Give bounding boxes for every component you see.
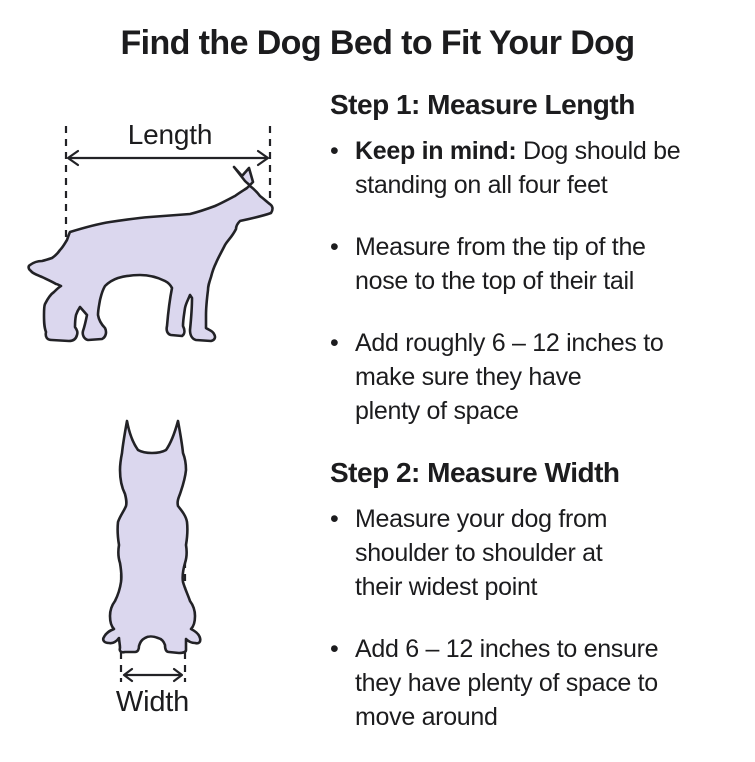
bullet-glyph: • [330, 635, 339, 663]
bullet-glyph: • [330, 137, 339, 165]
bullet-text: Add roughly 6 – 12 inches to make sure they have plenty of space [355, 329, 664, 425]
step-heading-1: Step 1: Measure Length [330, 89, 635, 120]
page-title: Find the Dog Bed to Fit Your Dog [120, 24, 635, 62]
bullet-item [330, 134, 755, 202]
bullet-text: Add 6 – 12 inches to ensure they have plenty of space to move around [355, 635, 659, 731]
bullet-text: Keep in mind: Dog should be standing on all four feet [355, 137, 681, 199]
length-measure-label: Length [127, 119, 213, 150]
width-measure-label: Width [115, 686, 190, 718]
instructions-panel [330, 88, 755, 762]
length-arrow [68, 151, 268, 165]
step-heading-2: Step 2: Measure Width [330, 457, 620, 488]
bullet-glyph: • [330, 329, 339, 357]
bullet-item [330, 632, 755, 734]
bullet-text: Measure from the tip of the nose to the top of their tail [355, 233, 646, 295]
front-view-dog-illustration [90, 412, 215, 687]
dog-front-silhouette [103, 421, 200, 653]
bullet-glyph: • [330, 233, 339, 261]
bullet-glyph: • [330, 505, 339, 533]
bullet-item [330, 230, 755, 298]
bullet-item [330, 326, 755, 428]
width-arrow [124, 669, 182, 681]
bullet-item [330, 502, 755, 604]
side-view-dog-illustration [15, 118, 285, 353]
bullet-text: Measure your dog from shoulder to shoulder at their widest point [355, 505, 608, 601]
